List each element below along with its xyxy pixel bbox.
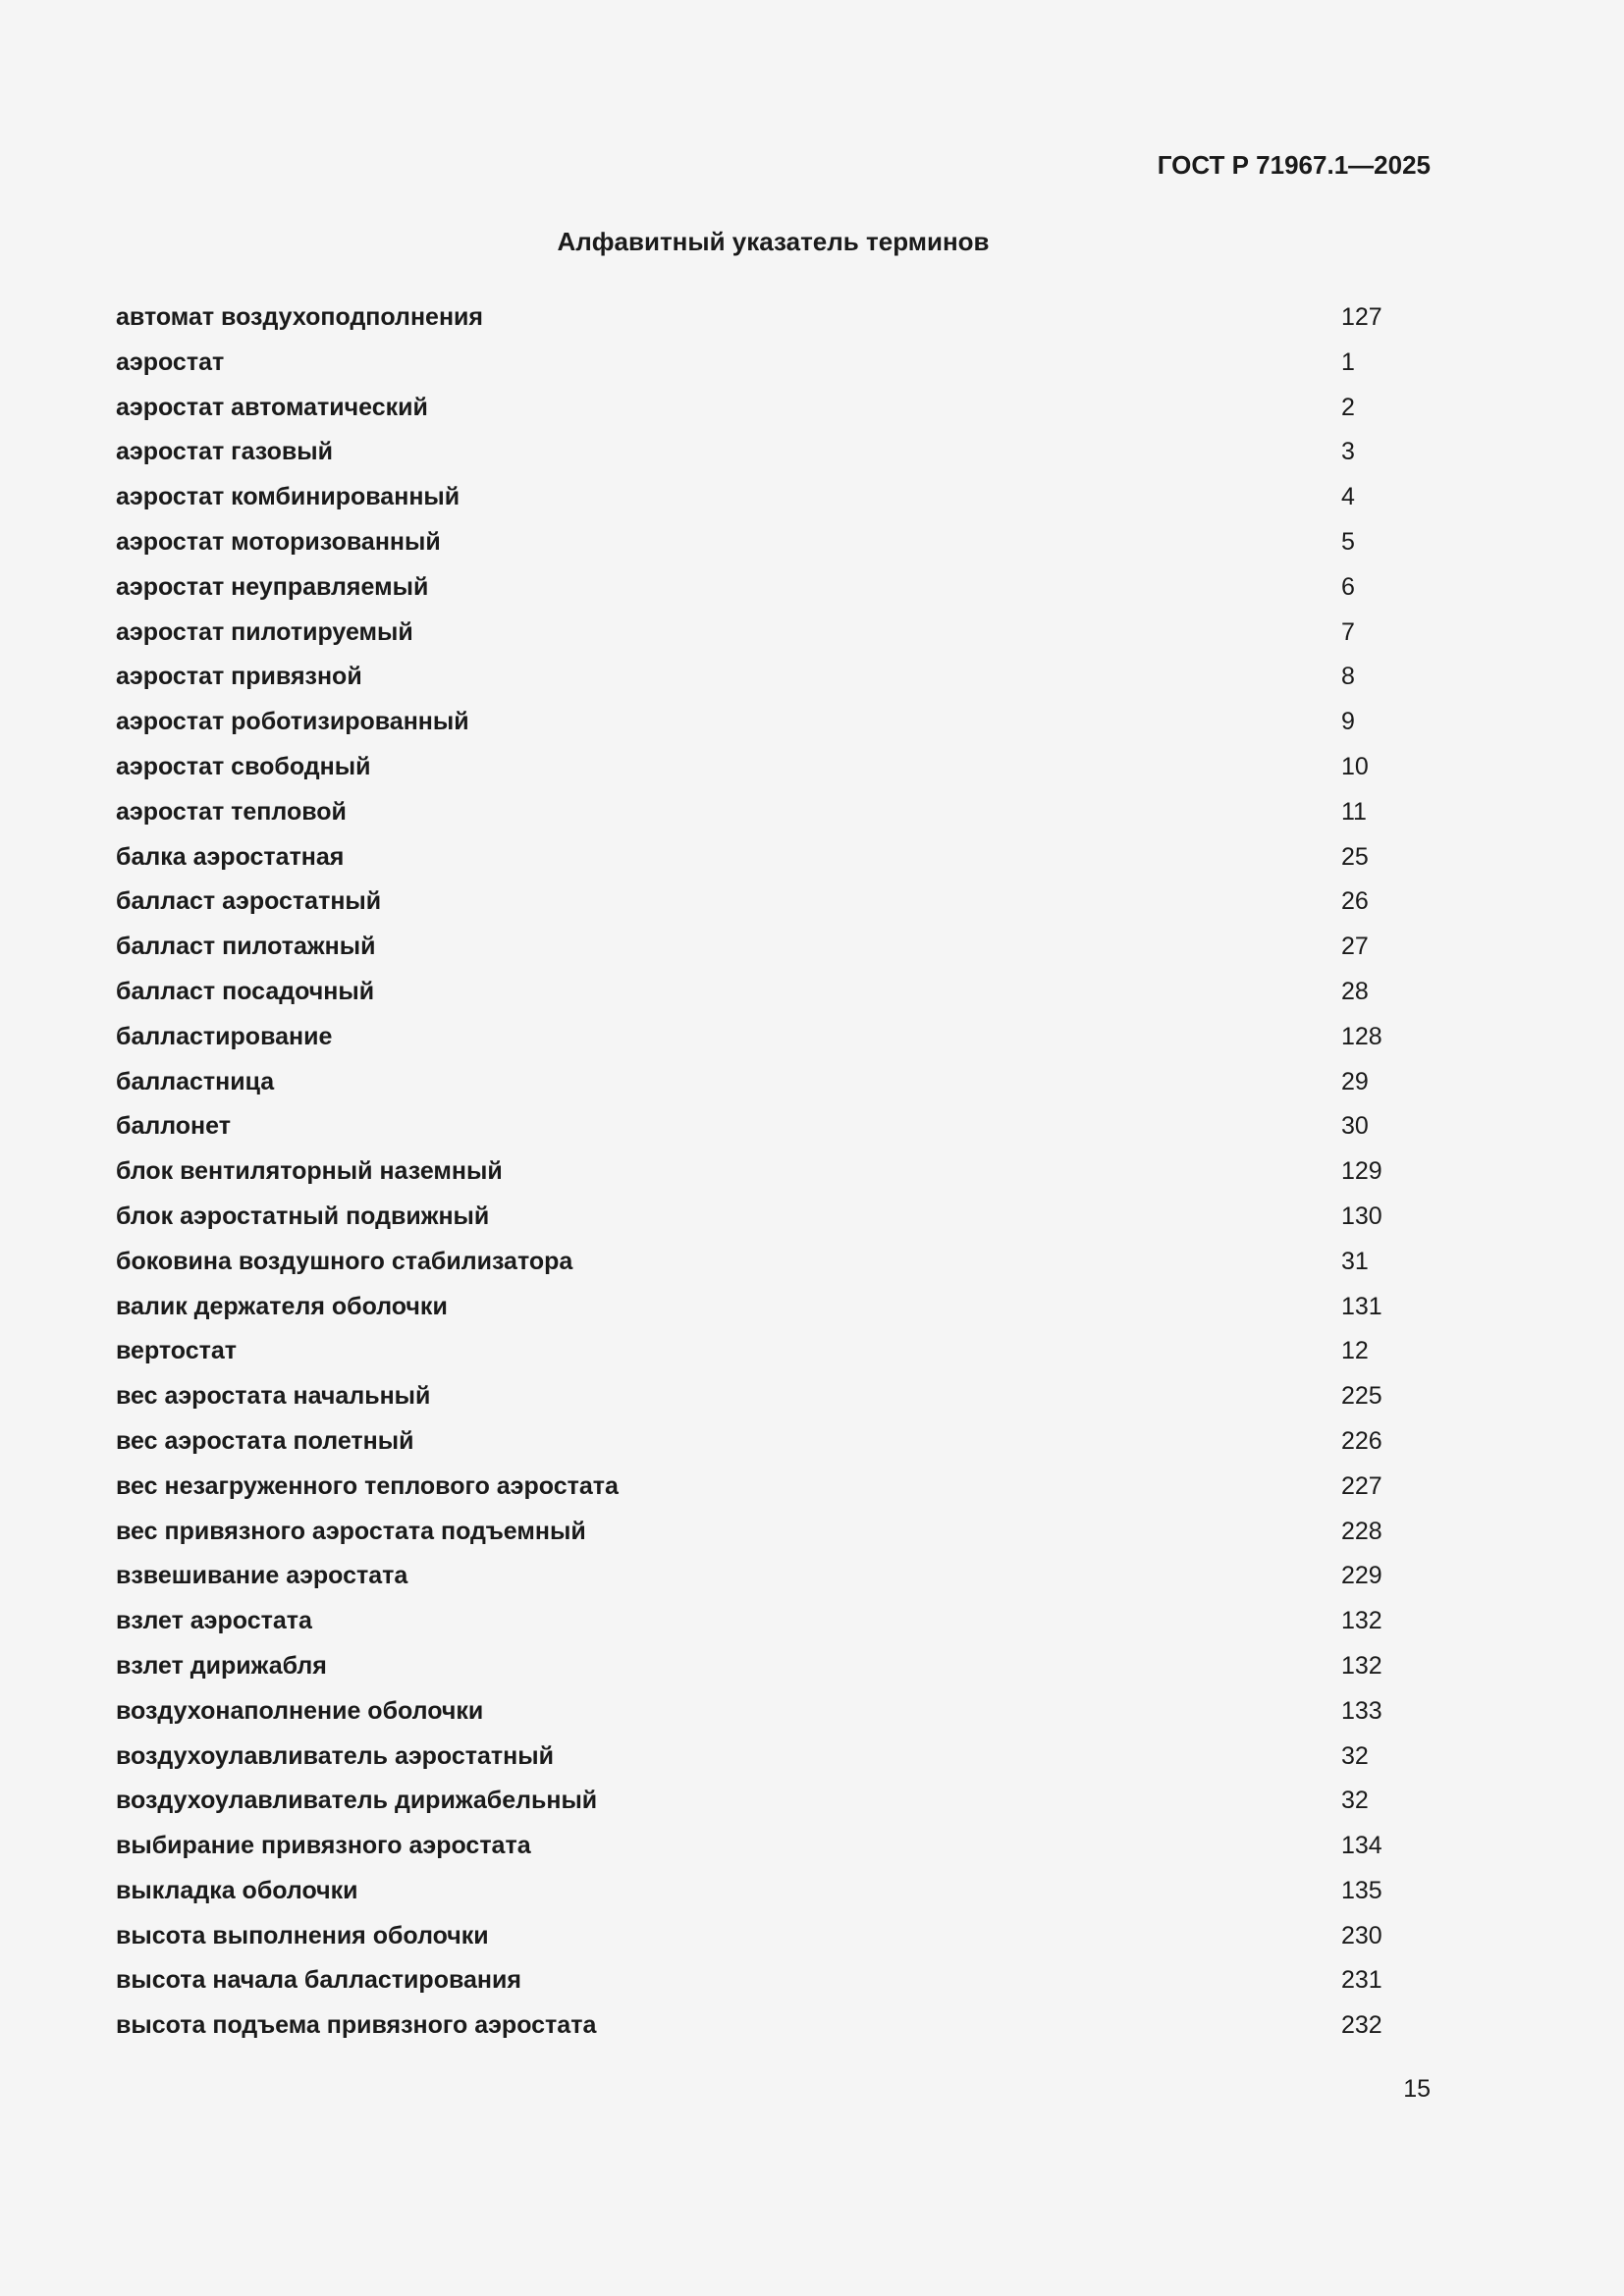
index-entry [116,614,1432,660]
entry-number: 9 [1341,708,1355,736]
entry-term: аэростат свободный [116,752,371,780]
entry-term: аэростат моторизованный [116,527,441,556]
entry-term: блок аэростатный подвижный [116,1201,490,1230]
entry-number: 133 [1341,1696,1382,1725]
index-entry [116,704,1432,749]
entry-number: 26 [1341,887,1369,916]
entry-number: 11 [1341,797,1367,826]
entry-number: 134 [1341,1832,1382,1860]
index-entry [116,1918,1432,1963]
entry-number: 226 [1341,1426,1382,1455]
entry-number: 25 [1341,842,1369,871]
entry-term: воздухонаполнение оболочки [116,1696,484,1725]
index-entry [116,1423,1432,1468]
entry-number: 228 [1341,1517,1382,1545]
entry-term: аэростат тепловой [116,797,347,826]
entry-term: валик держателя оболочки [116,1292,448,1320]
index-entry [116,1153,1432,1199]
index-entry [116,1693,1432,1738]
entry-term: вес привязного аэростата подъемный [116,1517,586,1545]
entry-number: 10 [1341,752,1369,780]
index-entry [116,1333,1432,1378]
entry-term: взвешивание аэростата [116,1562,408,1590]
entry-term: балласт посадочный [116,977,375,1005]
entry-number: 12 [1341,1337,1369,1365]
document-code: ГОСТ Р 71967.1—2025 [1157,150,1431,180]
entry-number: 128 [1341,1022,1382,1050]
entry-term: вес аэростата начальный [116,1382,431,1411]
entry-term: аэростат привязной [116,663,362,691]
entry-term: аэростат газовый [116,438,333,466]
entry-term: баллонет [116,1112,231,1141]
entry-number: 1 [1341,347,1355,376]
entry-number: 7 [1341,617,1355,646]
index-entry [116,974,1432,1019]
entry-number: 231 [1341,1966,1382,1995]
entry-term: аэростат комбинированный [116,483,460,511]
index-entry [116,1468,1432,1514]
entry-term: воздухоулавливатель аэростатный [116,1741,554,1770]
entry-term: аэростат пилотируемый [116,617,413,646]
index-entry [116,1378,1432,1423]
entry-term: балластирование [116,1022,333,1050]
entry-term: выбирание привязного аэростата [116,1832,531,1860]
index-entry [116,659,1432,704]
entry-number: 29 [1341,1067,1369,1095]
index-entry [116,1064,1432,1109]
entry-term: вертостат [116,1337,238,1365]
index-entry [116,1738,1432,1784]
entry-number: 6 [1341,572,1355,601]
entry-term: боковина воздушного стабилизатора [116,1247,573,1275]
index-entry [116,1019,1432,1064]
entry-term: вес незагруженного теплового аэростата [116,1471,619,1500]
index-entry [116,1648,1432,1693]
index-entry [116,1199,1432,1244]
entry-number: 229 [1341,1562,1382,1590]
index-entry [116,390,1432,435]
entry-term: аэростат неуправляемый [116,572,429,601]
page-number: 15 [1403,2075,1431,2103]
entry-term: высота выполнения оболочки [116,1921,489,1949]
entry-number: 31 [1341,1247,1369,1275]
index-entry [116,749,1432,794]
index-title: Алфавитный указатель терминов [557,227,990,256]
entry-number: 230 [1341,1921,1382,1949]
entry-term: балка аэростатная [116,842,345,871]
entry-number: 131 [1341,1292,1382,1320]
term-index-list [116,299,1432,2053]
entry-term: автомат воздухоподполнения [116,303,483,331]
entry-number: 132 [1341,1607,1382,1635]
entry-number: 8 [1341,663,1355,691]
index-entry [116,569,1432,614]
entry-term: высота начала балластирования [116,1966,521,1995]
entry-term: вес аэростата полетный [116,1426,414,1455]
entry-term: аэростат [116,347,225,376]
entry-number: 232 [1341,2011,1382,2040]
index-entry [116,1108,1432,1153]
index-entry [116,299,1432,345]
index-entry [116,1783,1432,1828]
index-entry [116,1962,1432,2007]
index-entry [116,1603,1432,1648]
index-entry [116,2007,1432,2053]
index-entry [116,524,1432,569]
index-entry [116,1873,1432,1918]
entry-term: высота подъема привязного аэростата [116,2011,597,2040]
index-entry [116,479,1432,524]
entry-number: 32 [1341,1741,1369,1770]
entry-number: 32 [1341,1787,1369,1815]
entry-term: воздухоулавливатель дирижабельный [116,1787,598,1815]
index-entry [116,1244,1432,1289]
entry-number: 227 [1341,1471,1382,1500]
entry-term: балласт аэростатный [116,887,382,916]
index-entry [116,345,1432,390]
entry-term: балласт пилотажный [116,933,376,961]
index-entry [116,883,1432,929]
index-entry [116,794,1432,839]
entry-number: 5 [1341,527,1355,556]
entry-number: 127 [1341,303,1382,331]
entry-term: блок вентиляторный наземный [116,1157,503,1186]
entry-term: выкладка оболочки [116,1876,358,1904]
index-entry [116,1289,1432,1334]
index-entry [116,839,1432,884]
entry-term: балластница [116,1067,275,1095]
entry-number: 129 [1341,1157,1382,1186]
entry-number: 132 [1341,1651,1382,1680]
index-entry [116,1828,1432,1873]
entry-number: 30 [1341,1112,1369,1141]
index-entry [116,434,1432,479]
entry-number: 135 [1341,1876,1382,1904]
entry-number: 28 [1341,977,1369,1005]
entry-term: взлет аэростата [116,1607,312,1635]
entry-number: 2 [1341,393,1355,421]
index-entry [116,1514,1432,1559]
entry-number: 4 [1341,483,1355,511]
entry-term: аэростат роботизированный [116,708,469,736]
entry-term: аэростат автоматический [116,393,428,421]
entry-number: 3 [1341,438,1355,466]
index-entry [116,929,1432,974]
entry-term: взлет дирижабля [116,1651,327,1680]
entry-number: 130 [1341,1201,1382,1230]
index-entry [116,1558,1432,1603]
entry-number: 225 [1341,1382,1382,1411]
entry-number: 27 [1341,933,1369,961]
